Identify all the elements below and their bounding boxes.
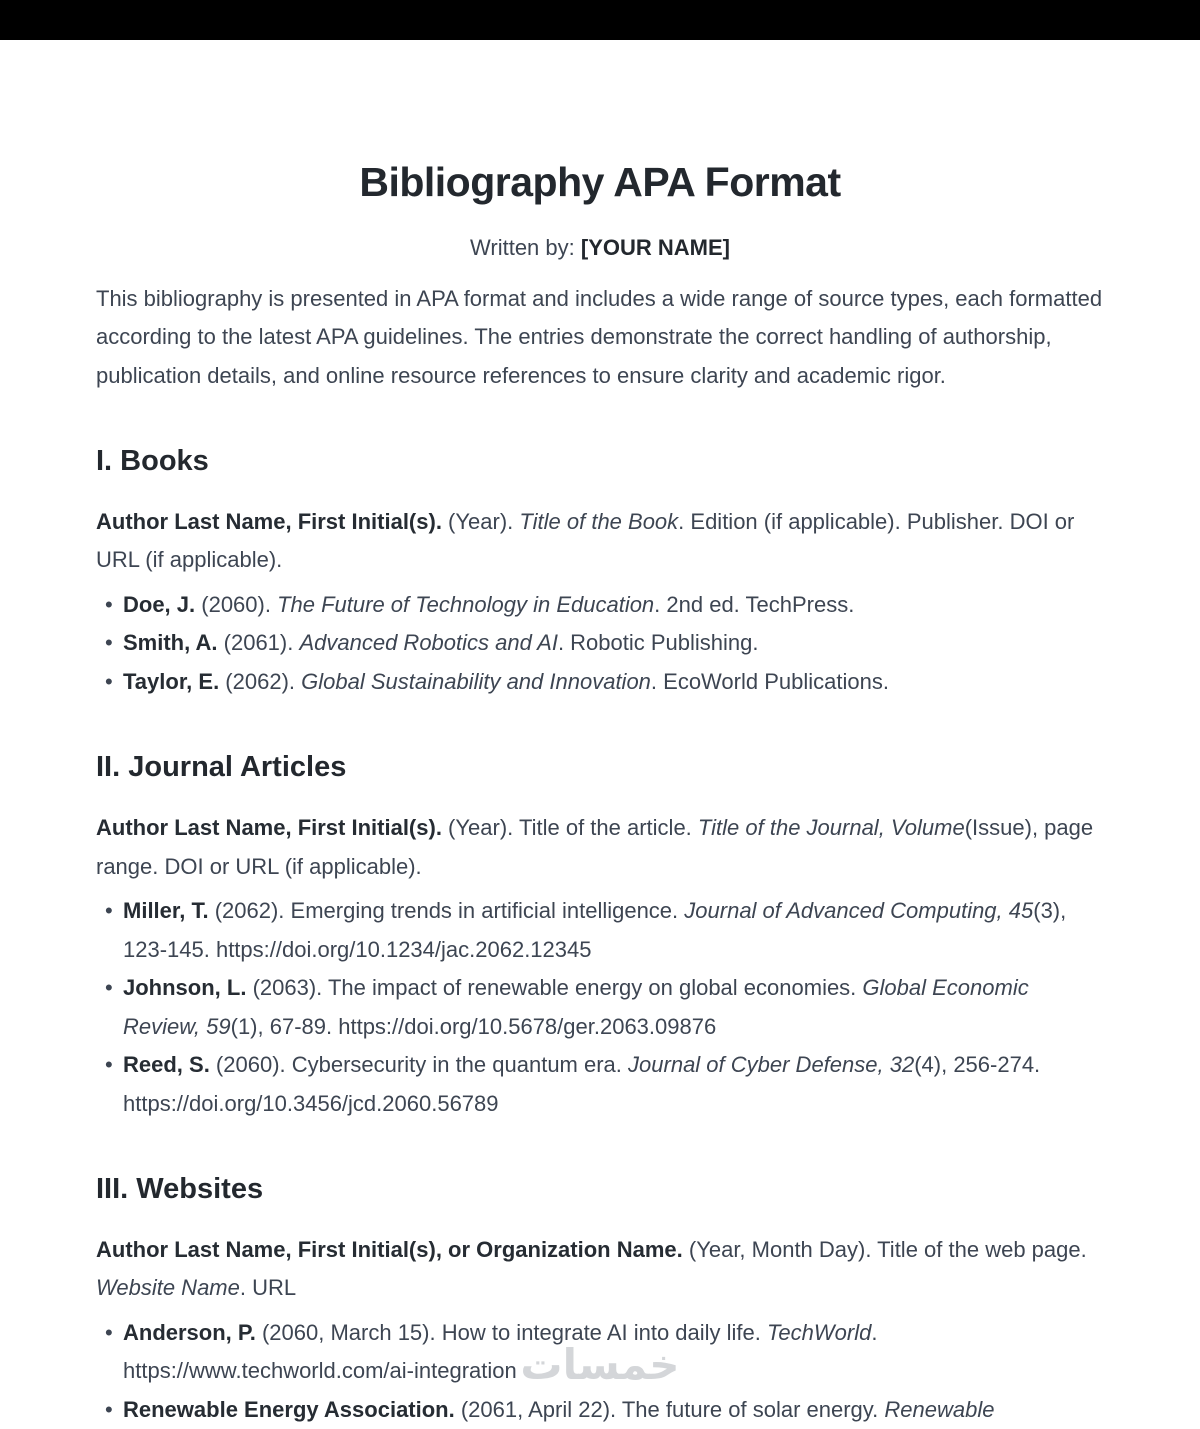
citation-format-journal-articles [96,809,1104,886]
section-heading-journal-articles: II. Journal Articles [96,751,347,784]
citation-text-segment: (2060, March 15). How to integrate AI into daily life. [255,1319,768,1345]
citation-text-segment: (4), 256-274. https://doi.org/10.3456/jcd.2060.56789 [123,1052,1041,1116]
byline-prefix: Written by: [470,235,581,261]
citation-text-segment: Global Sustainability and Innovation [301,668,651,694]
citation-text-segment: Taylor, E. [123,668,220,694]
citation-list-journal-articles [96,892,1104,1123]
citation-text-segment: (Issue), page range. DOI or URL (if applicable). [96,815,1094,879]
citation-text-segment: Author Last Name, First Initial(s), or Organization Name. [96,1236,683,1262]
citation-text-segment: . 2nd ed. TechPress. [654,591,855,617]
citation-text-segment: (2061, April 22). The future of solar energy. [454,1396,885,1422]
section-journal-articles [96,749,1104,1123]
section-heading-websites: III. Websites [96,1173,264,1206]
citation-text-segment: Website Name [96,1275,240,1301]
citation-text-segment: Johnson, L. [123,975,247,1001]
citation-list-books [96,586,1104,702]
citation-text-segment: . URL [239,1275,297,1301]
citation-entry [96,892,1104,969]
citation-text-segment: The Future of Technology in Education [277,591,655,617]
citation-text-segment: Journal of Cyber Defense, 32 [628,1052,915,1078]
citation-entry [96,1391,1104,1429]
citation-text-segment: (2060). Cybersecurity in the quantum era. [209,1052,629,1078]
document-title: Bibliography APA Format [359,159,841,205]
citation-text-segment: Renewable [884,1396,995,1422]
citation-text-segment: . Robotic Publishing. [557,630,759,656]
citation-text-segment: Miller, T. [123,898,209,924]
document-page [0,40,1200,1429]
citation-text-segment: Advanced Robotics and AI [299,630,558,656]
citation-text-segment: Reed, S. [123,1052,210,1078]
byline [96,229,1104,268]
citation-entry [96,1046,1104,1123]
citation-text-segment: (2060). [195,591,278,617]
citation-entry [96,969,1104,1046]
citation-text-segment: . https://www.techworld.com/ai-integration [123,1319,878,1384]
citation-text-segment: Journal of Advanced Computing, 45 [684,898,1034,924]
citation-text-segment: Author Last Name, First Initial(s). [96,508,442,534]
citation-text-segment: (2061). [217,630,300,656]
byline-author-name: [YOUR NAME] [580,235,730,261]
khamsat-watermark: خمسات [520,1340,680,1389]
intro-paragraph: This bibliography is presented in APA format and includes a wide range of source types, each formatted according to the latest APA guidelines. The entries demonstrate the correct handling of authorship, publication details, and online resource references to ensure clarity and academic rigor. [96,285,1103,388]
citation-text-segment: Renewable Energy Association. [123,1396,455,1422]
citation-text-segment: . EcoWorld Publications. [650,668,889,694]
citation-text-segment: (3), 123-145. https://doi.org/10.1234/jac.2062.12345 [123,898,1067,962]
citation-text-segment: (2062). Emerging trends in artificial intelligence. [208,898,685,924]
citation-text-segment: (Year, Month Day). Title of the web page. [682,1236,1087,1262]
citation-entry [96,586,1104,625]
citation-entry [96,624,1104,663]
section-books [96,443,1104,701]
citation-text-segment: Title of the Journal, Volume [697,815,965,841]
citation-text-segment: (2063). The impact of renewable energy on global economies. [246,975,863,1001]
citation-text-segment: . Edition (if applicable). Publisher. DOI or URL (if applicable). [96,508,1075,573]
citation-text-segment: Author Last Name, First Initial(s). [96,815,442,841]
section-websites [96,1171,1104,1429]
citation-text-segment: Global Economic Review, 59 [123,975,1029,1039]
citation-text-segment: Anderson, P. [123,1319,256,1345]
citation-text-segment: Title of the Book [519,508,679,534]
citation-text-segment: Doe, J. [123,591,196,617]
citation-text-segment: (Year). [441,508,520,534]
citation-entry [96,663,1104,702]
top-black-bar [0,0,1200,40]
section-heading-books: I. Books [96,445,209,478]
citation-format-websites [96,1231,1104,1308]
citation-text-segment: Smith, A. [123,630,218,656]
citation-format-books [96,503,1104,580]
citation-text-segment: (Year). Title of the article. [441,815,698,841]
citation-text-segment: (1), 67-89. https://doi.org/10.5678/ger.2063.09876 [230,1013,717,1039]
citation-text-segment: (2062). [219,668,302,694]
citation-entry [96,1314,1104,1391]
citation-list-websites [96,1314,1104,1429]
citation-text-segment: TechWorld [767,1319,872,1345]
